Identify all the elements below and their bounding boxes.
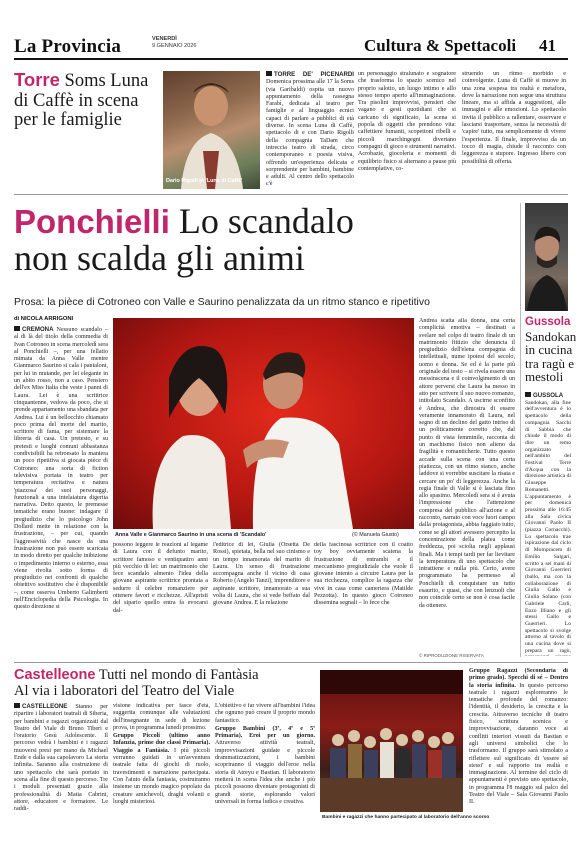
main-headline — [14, 203, 454, 276]
castelleone-col3-intro: L'obiettivo è far vivere all'bambini l'idea che ognuno può creare il proprio mondo fantastico. — [215, 703, 315, 724]
torre-title-rest: Soms Luna di Caffè in scena per le famiglie — [14, 71, 149, 130]
gussola-title-rest: Sandokan in cucina tra ragù e mestoli — [525, 328, 577, 384]
castelleone-group-3-body: In questo percorso teatrale i ragazzi esploreranno le tematiche profonde del romanzo: l'identità, il desiderio, la crescita e la crescita. Attraverso tecniche di teatro fisico, scrittura scenica e improvvisazione, daranno voce ai conflitti interiori vissuti da Bastian e agli universi simbolici che lo trasformano. Il gruppo sarà stimolato a riflettere sul significato di 'essere sé stessi' e sul rapporto tra realtà e immaginazione. Al termine del ciclo di appuntamenti è previsto uno spettacolo, in programma l'8 maggio sul palco del Teatro del Viale – Sala Giovanni Paolo II. — [469, 682, 568, 806]
main-photo-credit: (© Manuela Giusto) — [352, 532, 399, 538]
castelleone-text-1: Stanno per ripartire i laboratori teatrali di Siberia, per bambini e ragazzi organizzati dal Teatro del Viale di Bruno Tiberi e l'oratorio Gesù Adolescente. Il percorso vedrà i bambini e i ragazzi muoversi presi per mano da Michael Ende e dalla sua capolavoro La storia infinita. Saranno alla costruzione di uno spettacolo che sarà portato in scena alla fine di questo percorso. Tre i moduli presentati grazie alla professionalità di Matia Cabrini, attore, educatore e formatore. Le raddi- — [14, 704, 108, 813]
main-text-1: Nessuno scandalo – al di là del titolo della commedia di Ivan Cotroneo in scena mercoledì sera al Ponchielli –, per una fellatio mimata da Anna Valle mentre Gianmarco Saurino si cala i pantaloni, per lui in mutande, per lei elegante in un abito rosso, non a caso. Pensiero dell'ex Miss Italia che veste i panni di Laura. Lei è una scrittrice cinquantenne, vedova da poco, che si prende appartamento una sbandata per Andrea. Lui è un bellocchio chiamato poco prima del morte del marito, scrittore di fama, per sistemare la libreria di casa. Un pretesto, e su pretesti e luoghi comuni abbastanza condivisibili ha retroesato la maniera un poco ripetitiva si giocata pièce di Cotroneo: una sorta di fiction televisiva portata in teatro per temperatura recitativa e natura 'piazzosa' dei suoi personaggi, funzionali a una intelaiatura digerita narrativa. Detto questo, le premesse tematiche erano buone: indagare il pregiudizio che lo psicologo John Dollard mette in relazione con la frustrazione, – per cui, quando l'aggressività che nasce da una frustrazione non può essere scaricata in modo diretto per qualche inibizione o impedimento interno o esterno, essa viene rivolta sotto forma di pregiudizio nei confronti di qualche obiettivo sostitutivo che è disponibile –, come osserva Umberto Galimberti nell'Enciclopedia della Psicologia. In questo direzione si — [14, 327, 108, 611]
castelleone-column-3 — [215, 703, 315, 833]
gussola-text: Sandokan, alla fine dell'avventura è lo spettacolo della compagnia Sacchi di Sabbia che chiude il modo di dire un remo organizzato nell'ambito del Festival Terre d'Acqua con la direzione artistica di Giuseppe Romanetti. L'appuntamento è per domenica prossima alle 16:45 alla Sala civica Giovanni Paolo II (piazza Cornacchi). Lo spettacolo trae ispirazione dal ciclo di Mompracem di Emilio Salgari, scritto a sei mani di Giovanni Guerrieri (ballo, ma con la collaborazione di Giulia Gallo e Giulia Solano (con Gabriele Carli, Enzo Illiano e gli stessi Gallo e Guerrieri. Lo spettacolo si svolge attorno al tavolo di una cucina dove si prepara un ragù, — [525, 399, 571, 654]
page-number: 41 — [539, 36, 556, 55]
castelleone-separator — [14, 662, 568, 663]
torre-photo — [163, 71, 260, 189]
castelleone-text-2: visione indicativa per fasce d'età, suggerita comunque alle valutazioni dell'insegnante in sede di lezione prova, in programma lunedì prossimo. — [113, 703, 210, 731]
newspaper-logo: La Provincia — [14, 36, 122, 57]
main-text-4: della fascinosa scrittrice con il coatto toy boy ovviamente scatena la frustrazione di entrambi e il meccanismo pregiudiziale che vuole il giovane intento a circuire Laura per la sua ricchezza, complice la ragazza che vive in casa come cameriera (Matilde Pezzotta). In questo gioco Cotroneo dissemina segnali – lo fece che — [314, 542, 413, 607]
torre-column-2 — [358, 71, 456, 188]
castelleone-group-1-title: Gruppo Piccoli (ultimo anno Infanzia, prime due classi Primaria). Viaggio a Fantàsia. — [113, 733, 210, 754]
main-column-2 — [113, 542, 208, 656]
castelleone-group-3 — [469, 668, 568, 807]
castelleone-column-1 — [14, 703, 108, 833]
torre-photo-figure — [163, 71, 260, 189]
torre-kicker: TORRE DE' PICENARDI — [266, 71, 354, 78]
main-title-rest-2: non scalda gli animi — [14, 238, 305, 278]
main-photo-figures — [113, 318, 414, 529]
castelleone-group-1 — [113, 733, 210, 806]
main-photo-caption: Anna Valle e Gianmarco Saurino in una scena di 'Scandalo' — [115, 532, 267, 538]
main-photo — [113, 318, 414, 529]
main-subtitle: Prosa: la pièce di Cotroneo con Valle e Saurino penalizzata da un ritmo stanco e ripetitivo — [14, 296, 430, 308]
main-text-5: Andrea scatta alla donna, una certa complicità emotiva – destinati a svelare nel colpo di teatro finale di un matrimonio fittizio che denuncia il pregiudizio dell'elena compagnia di intellettuali, nume ipotesi del secolo, uomo e donna. Se ed è la parte più originale del testo – si rivela essere una messinscena e il coinvolgimento di un attore perversi che Laura ha messo in atto per scrivere il suo nuovo romanzo, intitolato Scandalo. A uscirne sconfitto è Andrea, che dimostra di essere veramente innamorato di Laura, nel segno di un declino del gatto intriso di un politicamente corretto che, dal punto di vista femminile, racconta di un machismo fisico non alieno da fragilità e romanticherie. Tutto questo accade sulla scena con una certa piattezza, con un ritmo stanco, anche laddove si vorrebbe suscitare la risata e cercare un po' di leggerezza. Anche la regia finale di Valle si è lasciata fino allo spasimo. Mercoledì sera si è avuta l'impressione che l'attenzione compresa del pubblico all'azione e al racconto, narrato con voce fuori campo dalla protagonista, abbia faggiato tutto, come se gli attori avessero percepito la concentrazione della platea come freddezza, poi sciolta negli applausi finali. Ma i tempi tardi per far lievitare la temperatura di uno spettacolo che intrattiene e nulla più. Certo, avere programmato ha permesso al Ponchielli di conquistare un tutto esaurito, e quasi, che con lenzuoli che non coincide certo se non è cosa facile da ottenere. — [419, 318, 515, 609]
main-copyright: © RIPRODUZIONE RISERVATA — [419, 653, 484, 658]
gussola-title-bold: Gussola — [525, 316, 571, 328]
torre-text-1: Domenica prossima alle 17 la Soms (via Garibaldi) ospita un nuovo appuntamento della rassegna Farabì, dedicata al teatro per famiglie e al linguaggio ecnici capaci di parlare a pubblici di età diverse. In scena Luna di Caffè, spettacolo di e con Dario Rigolli della compagnia TaDam che intreccia teatro di strada, circo contemporaneo e poesia visiva, offrendo un'esperienza delicata e sorprendente per bambini, bambine e adulti. Al centro dello spettacolo c'è — [266, 79, 354, 188]
castelleone-photo — [320, 670, 463, 812]
header-date: 9 GENNAIO 2026 — [152, 43, 197, 49]
torre-column-1 — [266, 71, 354, 188]
castelleone-title-rest-2: Al via i laboratori del Teatro del Viale — [14, 683, 235, 699]
main-text-3: l'editrice di lei, Giulia (Orsetta De Rossi), spietata, bella nel suo cinismo e un tempo innamorata del marito di Laura. Un senso di frustrazione accompagna anche il vicino di casa Roberto (Angelo Tanzi), imprenditore e aspirante scrittore, innamorato a sua volta di Laura, che si vede beffato dal giovane Andrea. E la relazione — [213, 542, 310, 607]
section-title: Cultura & Spettacoli — [364, 36, 517, 55]
castelleone-group-2-body: Attraverso attività teatrali, improvvisazioni guidate e piccole drammatizzazioni, i bambini scopriranno il viaggio dell'eroe nella storia di Atreyu e Bastian. Il laboratorio metterà in scena l'idea che anche i più piccoli possono diventare protagonisti di grandi storie, esplorando valori universali in forma ludica e creativa. — [215, 740, 315, 805]
torre-text-3: struendo un ritmo morbido e coinvolgente. Luna di Caffè si muove in una zona sospesa tra realtà e metafora, dove la narrazione non segue una struttura lineare, ma si affida a suggestioni, alle immagini e alle emozioni. Lo spettacolo invita il pubblico a rallentare, osservare e lasciarsi trasportare, senza la necessità di 'capire' tutto, ma semplicemente di vivere l'esperienza. Il finale, improvviso da un tocco di magia, chiude il racconto con leggerezza e stupore. Ingresso libero con possibilità di offerta. — [462, 71, 566, 165]
gussola-divider — [520, 203, 521, 657]
gussola-headline — [525, 316, 575, 384]
main-headline-line-1 — [14, 203, 454, 240]
gussola-photo-figure — [525, 203, 568, 311]
castelleone-group-2 — [215, 726, 315, 806]
page-header — [0, 0, 580, 58]
main-column-4 — [314, 542, 413, 656]
main-text-2: possono leggere le reazioni al legame di Laura con il defunto marito, scrittore famoso e ventiquattro anni più vecchio di lei: un matrimonio che fece scandalo almento l'idea della giovane aspirante scrittrice prontata a sedurre il celebre romanziere per ottenere favori e ricchezze. All'apristi del sipario quello entra fa evocarsi dal- — [113, 542, 208, 614]
torre-text-2: un personaggio stralunato e sognatore che trasforma lo spazio scenico nel proprio salotto, un luogo intimo e allo stesso tempo aperto all'immaginazione. Tra pisolini improvvisi, pensieri che vagano e gesti quotidiani che si caricano di significato, la scena si popola di oggetti che prendono vita: caffettiere fumanti, scopettoni ribelli e piccoli marchingegni divertano compagni di gioco e strumenti narrativi. Acrobazie, giocoleria e momenti di equilibrio fisico si alternano a pause più contemplative, co- — [358, 71, 456, 172]
main-title-bold: Ponchielli — [14, 203, 170, 240]
gussola-kicker: GUSSOLA — [525, 392, 563, 399]
main-byline: di NICOLA ARRIGONI — [14, 316, 74, 322]
castelleone-group-3-title: Gruppo Ragazzi (Secondaria di primo grado). Specchi di sé – Dentro la storia infinita. — [469, 668, 568, 689]
header-day: VENERDÌ — [152, 36, 177, 42]
castelleone-group-1-body: I più piccoli verranno guidati in un'avventura teatrale fatta di giochi di ruolo, travestimenti e narrazione partecipata. Con l'aiuto della fantasia, costruiranno insieme un mondo magico popolato da creature amichevoli, draghi volanti e luoghi misteriosi. — [113, 747, 210, 805]
header-rule — [14, 58, 568, 60]
castelleone-title-bold: Castelleone — [14, 667, 96, 683]
castelleone-kicker: CASTELLEONE — [14, 703, 67, 710]
gussola-column — [525, 392, 571, 656]
gussola-photo — [525, 203, 568, 311]
torre-title-bold: Torre — [14, 69, 60, 90]
main-title-rest-1: Lo scandalo — [178, 201, 354, 241]
castelleone-photo-figures — [320, 670, 463, 812]
torre-photo-caption: Dario Rigolli in 'Luna di Caffè' — [166, 178, 243, 184]
main-column-1 — [14, 326, 108, 656]
main-column-3 — [213, 542, 310, 656]
castelleone-title-rest-1: Tutti nel mondo di Fantàsia — [98, 667, 259, 683]
castelleone-photo-caption: Bambini e ragazzi che hanno partecipato al laboratorio dell'anno scorso — [322, 815, 490, 820]
torre-separator — [14, 194, 568, 195]
castelleone-column-4 — [469, 668, 568, 834]
main-column-5 — [419, 318, 515, 652]
main-kicker: CREMONA — [14, 326, 53, 333]
torre-headline — [14, 70, 164, 131]
torre-column-3 — [462, 71, 566, 188]
castelleone-column-2 — [113, 703, 210, 833]
castelleone-group-2-title: Gruppo Bambini (3ª, 4ª e 5ª Primaria). Eroi per un giorno. — [215, 725, 315, 740]
